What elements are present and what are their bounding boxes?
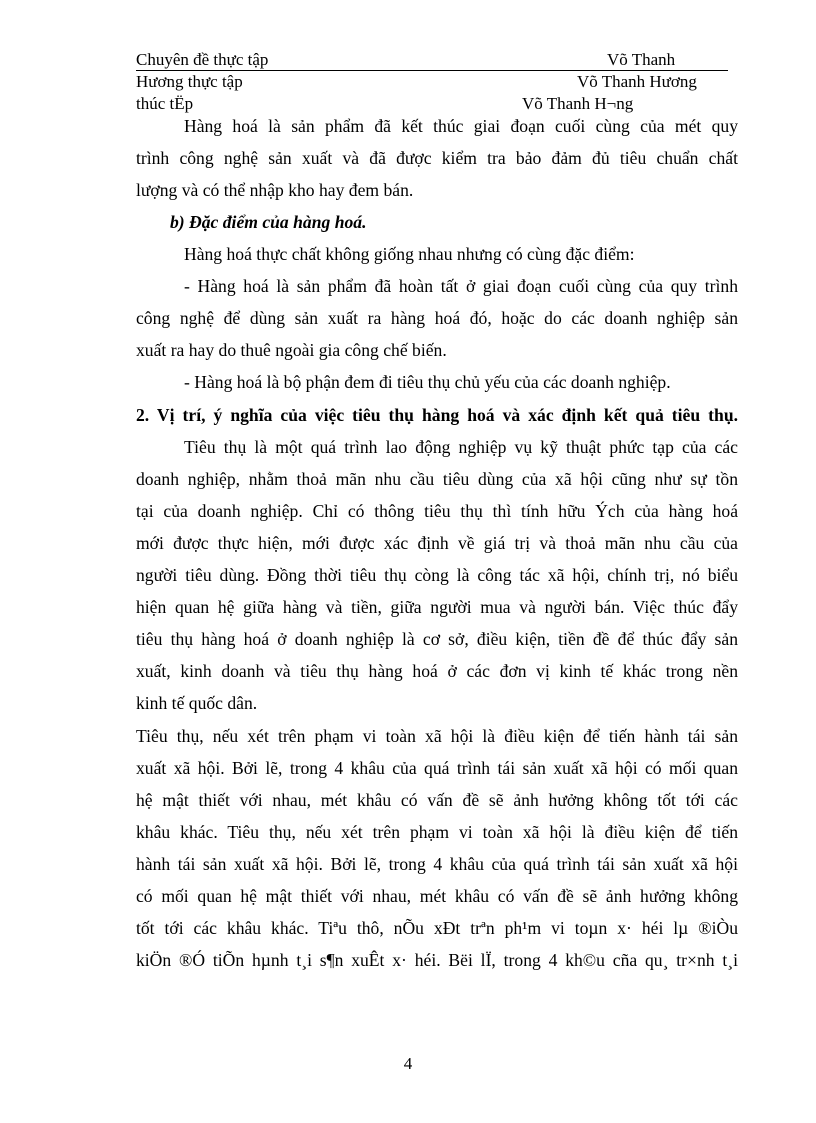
body-line: hiện quan hệ giữa hàng và tiền, giữa người mua và người bán. Việc thúc đẩy: [136, 597, 738, 617]
body-line: khâu khác. Tiêu thụ, nếu xét trên phạm vi toàn xã hội là điều kiện để tiến: [136, 822, 738, 842]
body-line: hệ mật thiết với nhau, mét khâu có vấn đề sẽ ảnh hưởng không tốt tới các: [136, 790, 738, 810]
body-line: công nghệ để dùng sản xuất ra hàng hoá đó, hoặc do các doanh nghiệp sản: [136, 308, 738, 328]
body-line: Hàng hoá thực chất không giống nhau nhưng có cùng đặc điểm:: [184, 244, 635, 264]
page-number: 4: [403, 1054, 413, 1073]
section-heading-b: b) Đặc điểm của hàng hoá.: [170, 212, 367, 232]
header-right-1: Võ Thanh: [607, 50, 676, 69]
body-line: tại của doanh nghiệp. Chỉ có thông tiêu thụ thì tính hữu Ých của hàng hoá: [136, 501, 738, 521]
section-heading-2: 2. Vị trí, ý nghĩa của việc tiêu thụ hàng hoá và xác định kết quả tiêu thụ.: [136, 405, 738, 425]
body-line: kiÖn ®Ó tiÕn hµnh t¸i s¶n xuÊt x· héi. Bëi lÏ, trong 4 kh©u cña qu¸ tr×nh t¸i: [136, 950, 738, 970]
body-line: Tiêu thụ, nếu xét trên phạm vi toàn xã hội là điều kiện để tiến hành tái sản: [136, 726, 738, 746]
body-line: - Hàng hoá là sản phẩm đã hoàn tất ở giai đoạn cuối cùng của quy trình: [184, 276, 738, 296]
body-line: Tiêu thụ là một quá trình lao động nghiệp vụ kỹ thuật phức tạp của các: [184, 437, 738, 457]
header-rule: [136, 70, 728, 71]
header-right-3: Võ Thanh H¬ng: [522, 94, 634, 113]
body-line: - Hàng hoá là bộ phận đem đi tiêu thụ chủ yếu của các doanh nghiệp.: [184, 372, 671, 392]
header-right-2: Võ Thanh Hương: [577, 72, 697, 91]
body-line: người tiêu dùng. Đồng thời tiêu thụ còng là công tác xã hội, chính trị, nó biểu: [136, 565, 738, 585]
body-line: Hàng hoá là sản phẩm đã kết thúc giai đoạn cuối cùng của mét quy: [184, 116, 738, 136]
body-line: tốt tới các khâu khác. Tiªu thô, nÕu xÐt trªn ph¹m vi toµn x· héi lµ ®iÒu: [136, 918, 738, 938]
body-line: kinh tế quốc dân.: [136, 693, 258, 713]
header-left-3: thúc tËp: [136, 94, 194, 113]
body-line: lượng và có thể nhập kho hay đem bán.: [136, 180, 414, 200]
header-left-2: Hương thực tập: [136, 72, 243, 91]
body-line: mới được thực hiện, mới được xác định về giá trị và thoả mãn nhu cầu của: [136, 533, 738, 553]
body-line: có mối quan hệ mật thiết với nhau, mét khâu có vấn đề sẽ ảnh hưởng không: [136, 886, 738, 906]
body-line: hành tái sản xuất xã hội. Bởi lẽ, trong 4 khâu của quá trình tái sản xuất xã hội: [136, 854, 738, 874]
header-left-1: Chuyên đề thực tập: [136, 50, 269, 69]
body-line: xuất, kinh doanh và tiêu thụ hàng hoá ở các đơn vị kinh tế khác trong nền: [136, 661, 738, 681]
body-line: trình công nghệ sản xuất và đã được kiểm tra bảo đảm đủ tiêu chuẩn chất: [136, 148, 738, 168]
body-line: xuất xã hội. Bởi lẽ, trong 4 khâu của quá trình tái sản xuất xã hội có mối quan: [136, 758, 738, 778]
body-line: tiêu thụ hàng hoá ở doanh nghiệp là cơ sở, điều kiện, tiền đề để thúc đẩy sản: [136, 629, 738, 649]
body-line: doanh nghiệp, nhằm thoả mãn nhu cầu tiêu dùng của xã hội cũng như sự tồn: [136, 469, 738, 489]
body-line: xuất ra hay do thuê ngoài gia công chế biến.: [136, 340, 447, 360]
